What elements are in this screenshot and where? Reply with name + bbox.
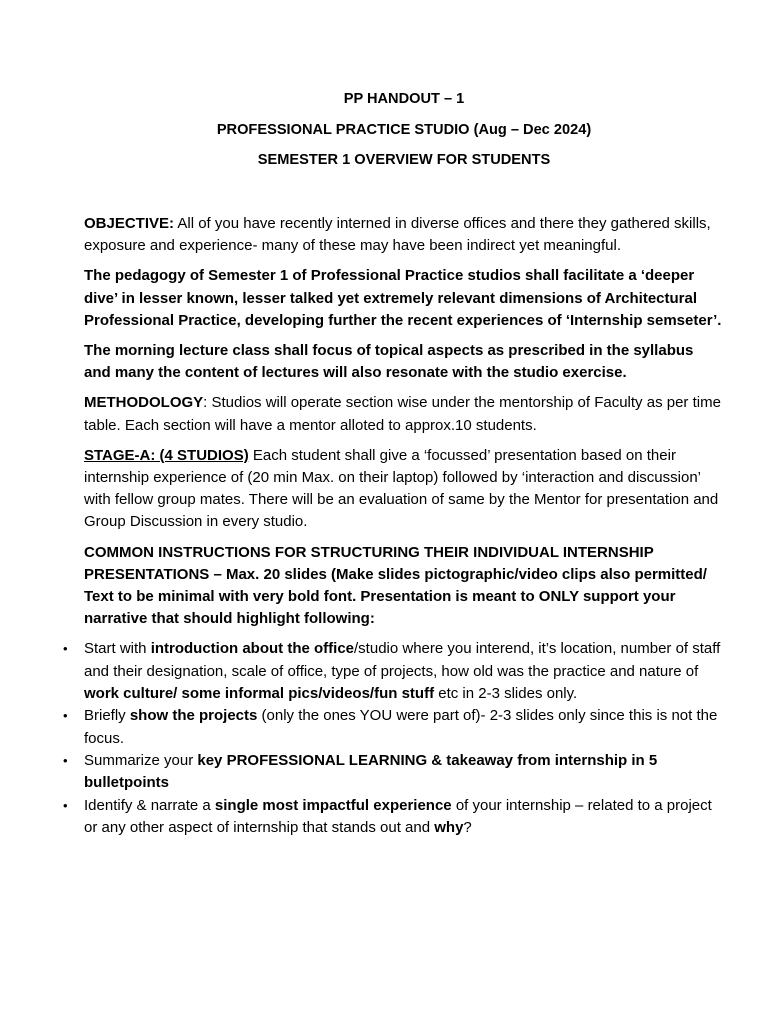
list-item-emphasis: introduction about the office — [150, 640, 355, 658]
methodology-text: : Studios will operate section wise under the mentorship of Faculty as per time table. Each section will have a mentor alloted to approx.10 students. — [84, 394, 721, 434]
common-instructions-paragraph: COMMON INSTRUCTIONS FOR STRUCTURING THEIR INDIVIDUAL INTERNSHIP PRESENTATIONS – Max. 20 slides (Make slides pictographic/video clips also permitted/ Text to be minimal with very bold font. Presentation is meant to ONLY support your narrative that should highlight following: — [84, 543, 707, 628]
presentation-guidelines-list — [63, 638, 724, 839]
list-item — [63, 638, 724, 705]
methodology-label: METHODOLOGY — [84, 394, 204, 412]
list-item-emphasis: single most impactful experience — [214, 796, 452, 814]
list-item-emphasis: key PROFESSIONAL LEARNING & takeaway from internship in 5 bulletpoints — [84, 752, 658, 792]
list-item-text: Identify & narrate a — [84, 796, 215, 814]
list-item-text: of your internship – related to a project or any other aspect of internship that stands out and — [84, 796, 712, 836]
bullet-icon: • — [63, 797, 68, 813]
lecture-paragraph: The morning lecture class shall focus of topical aspects as prescribed in the syllabus and many the content of lectures will also resonate with the studio exercise. — [84, 342, 694, 382]
list-item-text: ? — [463, 818, 472, 836]
objective-label: OBJECTIVE: — [84, 215, 175, 232]
list-item-text: (only the ones YOU were part of)- 2-3 slides only since this is not the focus. — [84, 707, 718, 747]
course-title-heading: PROFESSIONAL PRACTICE STUDIO (Aug – Dec 2024) — [216, 121, 592, 138]
bullet-icon: • — [63, 753, 68, 769]
bullet-icon: • — [63, 708, 68, 724]
list-item-text: Briefly — [84, 707, 130, 725]
semester-overview-heading: SEMESTER 1 OVERVIEW FOR STUDENTS — [257, 152, 551, 168]
stage-a-label: STAGE-A: (4 STUDIOS) — [84, 446, 249, 464]
list-item — [63, 750, 724, 794]
list-item-emphasis: why — [434, 818, 464, 836]
list-item-text: Start with — [84, 640, 151, 658]
list-item-text: Summarize your — [84, 752, 198, 770]
stage-a-paragraph — [84, 445, 724, 534]
list-item-emphasis: show the projects — [129, 707, 258, 725]
document-header — [84, 90, 724, 169]
list-item — [63, 795, 724, 839]
objective-text: All of you have recently interned in diverse offices and there they gathered skills, exposure and experience- many of these may have been indirect yet meaningful. — [84, 215, 711, 255]
handout-number-heading: PP HANDOUT – 1 — [343, 91, 465, 107]
stage-a-text: Each student shall give a ‘focussed’ presentation based on their internship experience of (20 min Max. on their laptop) followed by ‘interaction and discussion’ with fellow group mates. There will be an evaluation of same by the Mentor for presentation and Group Discussion in every studio. — [84, 446, 719, 531]
list-item-emphasis: work culture/ some informal pics/videos/fun stuff — [84, 684, 435, 702]
objective-paragraph — [84, 213, 724, 257]
bullet-icon: • — [63, 641, 68, 657]
list-item — [63, 705, 724, 749]
list-item-text: etc in 2-3 slides only. — [434, 684, 578, 702]
pedagogy-paragraph: The pedagogy of Semester 1 of Professional Practice studios shall facilitate a ‘deeper dive’ in lesser known, lesser talked yet extremely relevant dimensions of Architectural Professional Practice, developing further the recent experiences of ‘Internship semseter’. — [84, 267, 722, 329]
methodology-paragraph — [84, 392, 724, 436]
list-item-text: /studio where you interend, it’s location, number of staff and their designation, scale of office, type of projects, how old was the practice and nature of — [84, 640, 721, 680]
